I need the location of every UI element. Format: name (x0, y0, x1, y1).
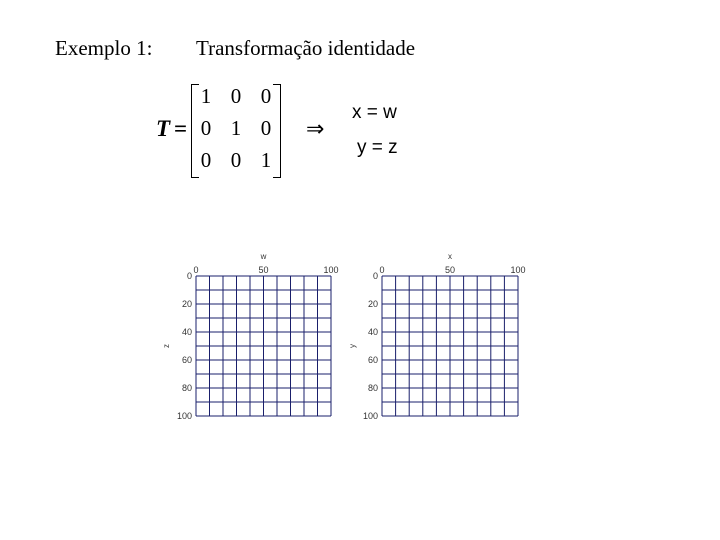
plot2-side-tick-label: 0 (372, 271, 378, 281)
plot2-side-tick-label: 100 (362, 411, 378, 421)
matrix-symbol: T (156, 116, 171, 141)
matrix-equals-sign: = (174, 116, 188, 141)
plot2-top-tick-label: 0 (379, 265, 385, 275)
matrix-cell-r1c3: 0 (260, 84, 272, 108)
plot1-top-tick-label: 50 (258, 265, 269, 275)
plot2-side-tick-label: 20 (367, 299, 378, 309)
matrix-cell-r2c2: 1 (230, 116, 242, 140)
plot1-side-tick-label: 0 (186, 271, 192, 281)
example-label: Exemplo 1: (55, 36, 153, 60)
plot1-top-axis-title: w (260, 252, 267, 261)
plot1-side-axis-title: z (162, 344, 171, 348)
plot1-side-tick-label: 20 (181, 299, 192, 309)
page-title: Transformação identidade (196, 36, 416, 60)
plot2-side-axis-title: y (348, 344, 357, 348)
matrix-cell-r3c1: 0 (200, 148, 212, 172)
plot1-top-tick-label: 100 (323, 265, 339, 275)
plot1-side-tick-label: 80 (181, 383, 192, 393)
implies-arrow: ⇒ (306, 116, 325, 141)
plot2-top-axis-title: x (448, 252, 452, 261)
matrix-cell-r3c3: 1 (260, 148, 272, 172)
plot1-side-tick-label: 60 (181, 355, 192, 365)
equation-y: y = z (357, 137, 398, 158)
plot2-top-tick-label: 100 (510, 265, 526, 275)
plot2-side-tick-label: 40 (367, 327, 378, 337)
plot2-side-tick-label: 80 (367, 383, 378, 393)
matrix-cell-r3c2: 0 (230, 148, 242, 172)
plot1-side-tick-label: 100 (176, 411, 192, 421)
plot2-side-tick-label: 60 (367, 355, 378, 365)
plot2-top-tick-label: 50 (444, 265, 456, 275)
matrix-cell-r1c1: 1 (200, 84, 212, 108)
plot1-top-tick-label: 0 (193, 265, 199, 275)
plot1-side-tick-label: 40 (181, 327, 192, 337)
equation-x: x = w (352, 102, 397, 123)
matrix-cell-r2c1: 0 (200, 116, 212, 140)
matrix-cell-r1c2: 0 (230, 84, 242, 108)
matrix-cell-r2c3: 0 (260, 116, 272, 140)
